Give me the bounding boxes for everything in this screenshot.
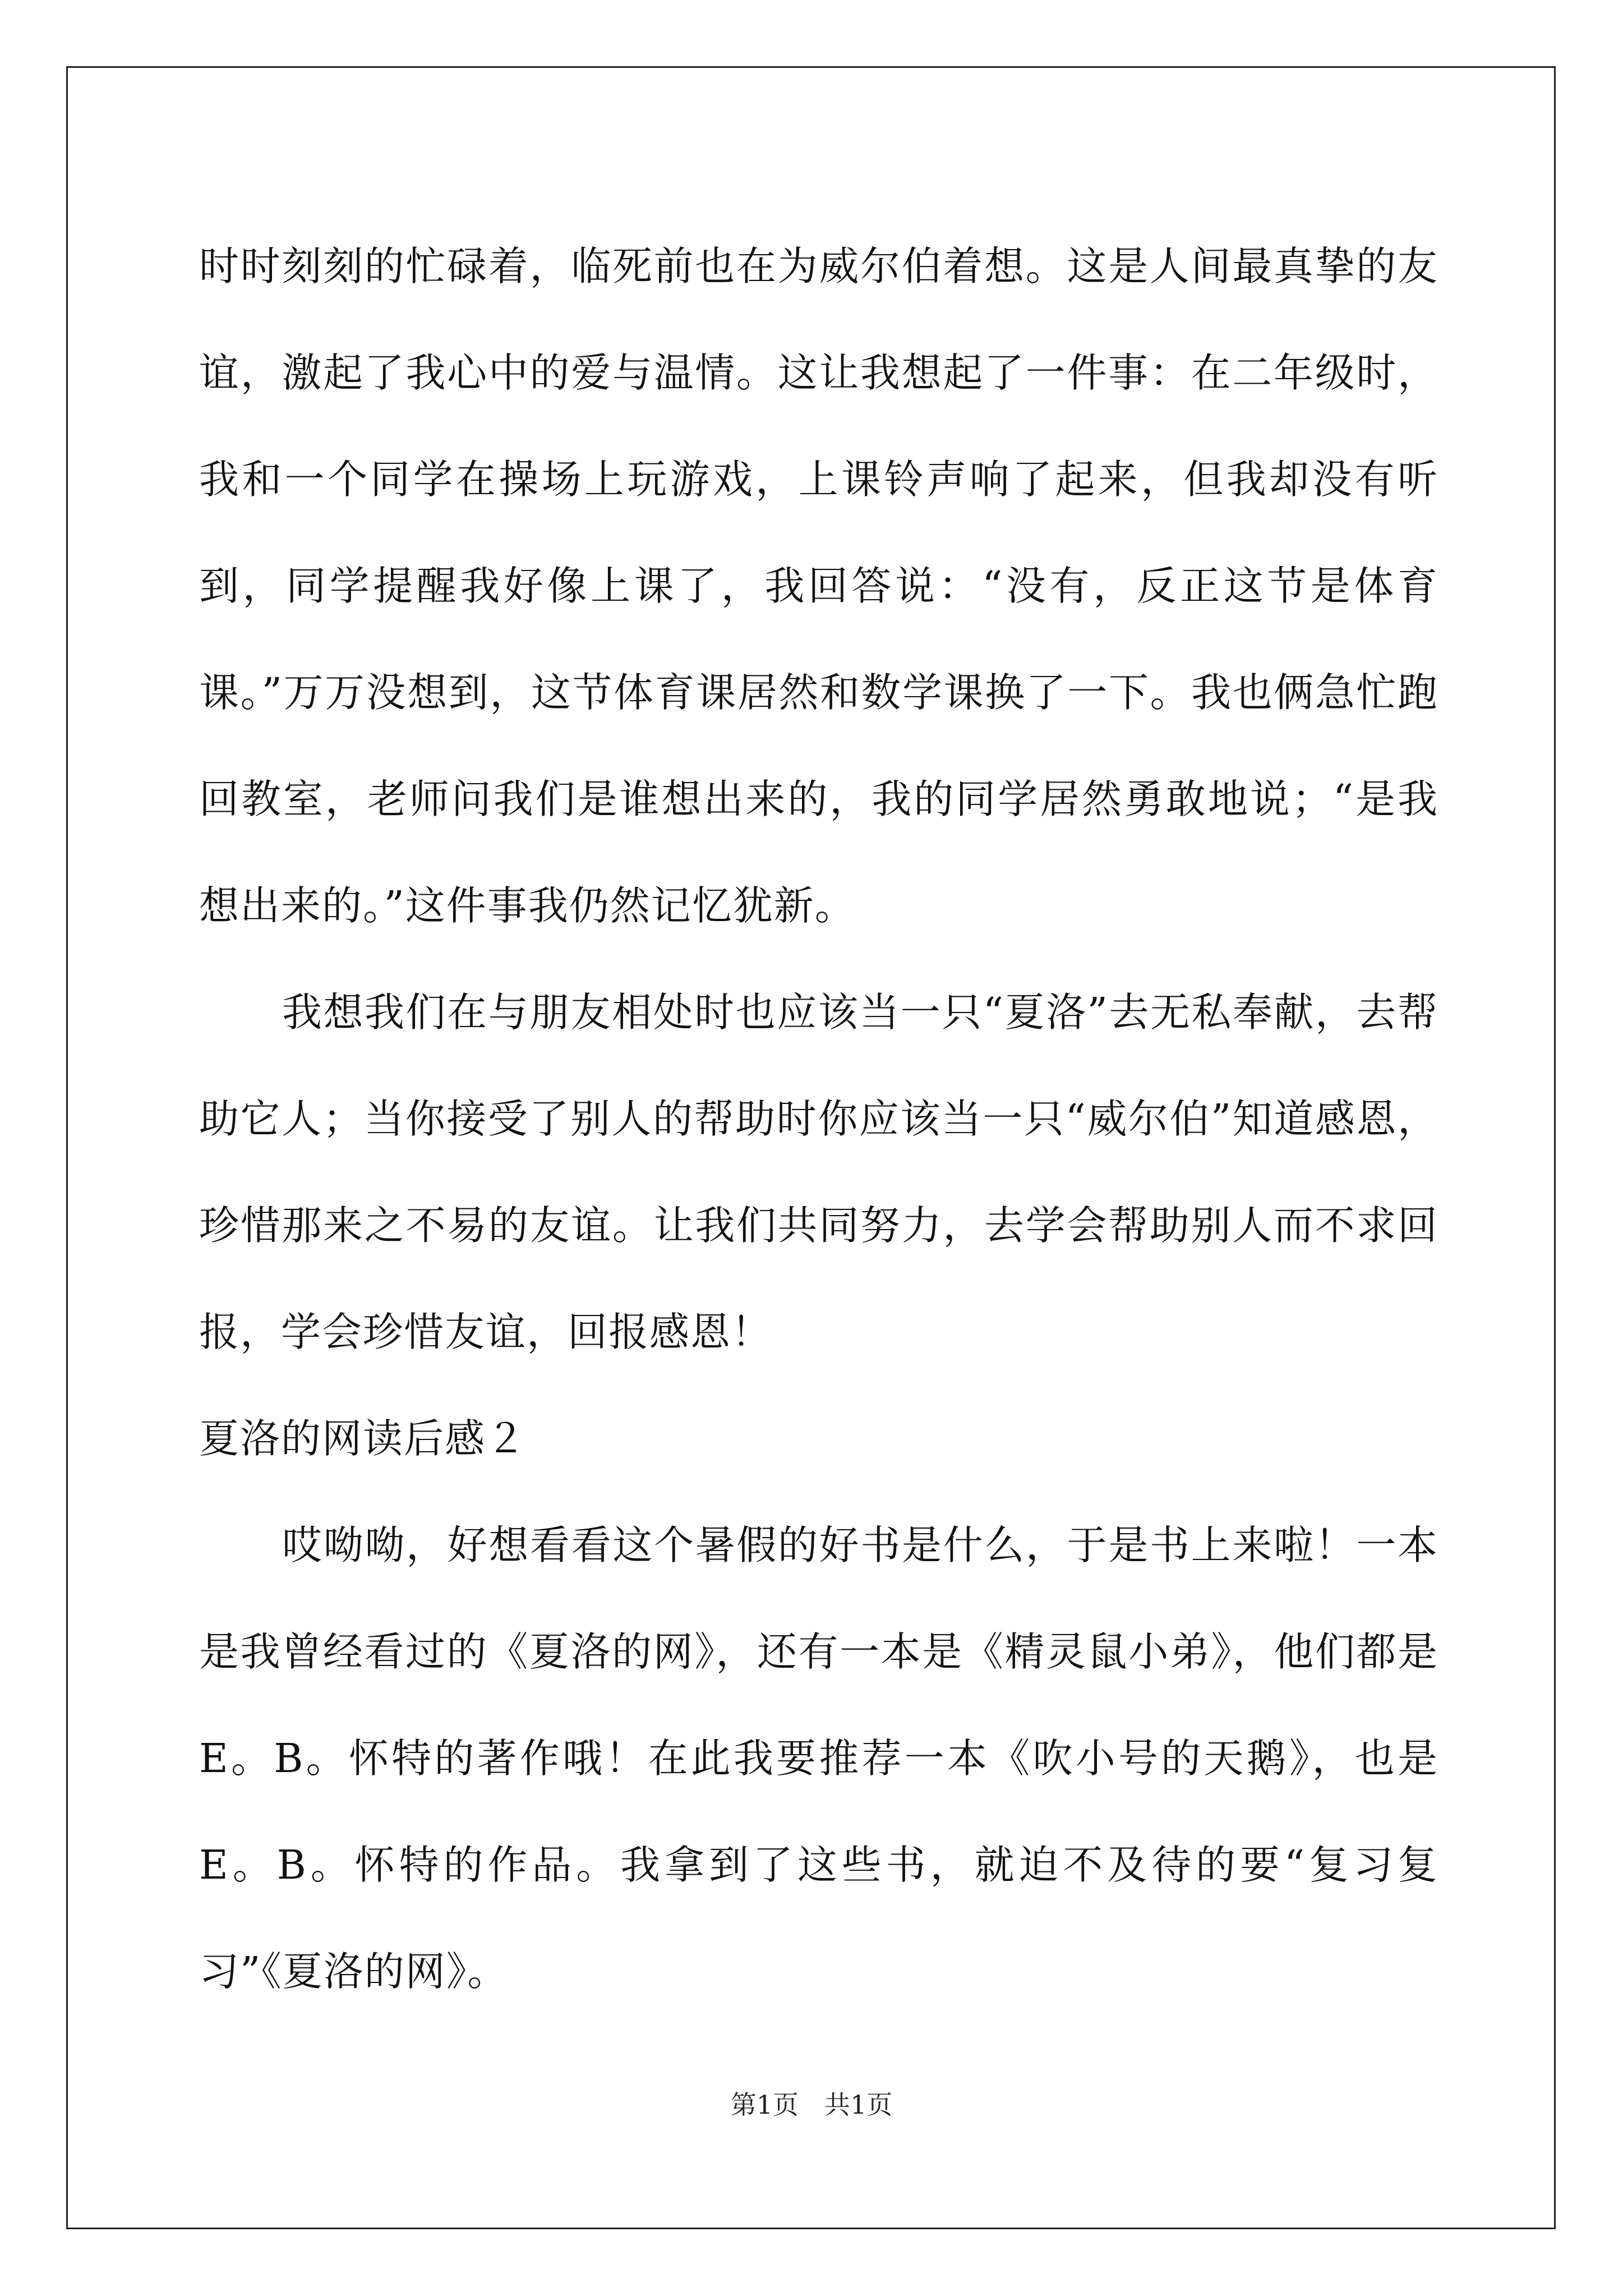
document-body — [199, 213, 1438, 2025]
page-footer: 第1页 共1页 — [730, 2090, 893, 2120]
paragraph-intro: 哎呦呦，好想看看这个暑假的好书是什么，于是书上来啦！一本是我曾经看过的《夏洛的网》，还有一本是《精灵鼠小弟》，他们都是E。B。怀特的著作哦！在此我要推荐一本《吹小号的天鹅》，也是E。B。怀特的作品。我拿到了这些书，就迫不及待的要“复习复习”《夏洛的网》。 — [199, 1522, 1438, 1995]
paragraph-continuation: 时时刻刻的忙碌着，临死前也在为威尔伯着想。这是人间最真挚的友谊，激起了我心中的爱与温情。这让我想起了一件事：在二年级时，我和一个同学在操场上玩游戏，上课铃声响了起来，但我却没有听到，同学提醒我好像上课了，我回答说：“没有，反正这节是体育课。”万万没想到，这节体育课居然和数学课换了一下。我也俩急忙跑回教室，老师问我们是谁想出来的，我的同学居然勇敢地说；“是我想出来的。”这件事我仍然记忆犹新。 — [199, 243, 1438, 929]
paragraph-reflection: 我想我们在与朋友相处时也应该当一只“夏洛”去无私奉献，去帮助它人；当你接受了别人的帮助时你应该当一只“威尔伯”知道感恩，珍惜那来之不易的友谊。让我们共同努力，去学会帮助别人而不求回报，学会珍惜友谊，回报感恩！ — [199, 989, 1438, 1355]
section-heading: 夏洛的网读后感２ — [199, 1415, 527, 1462]
